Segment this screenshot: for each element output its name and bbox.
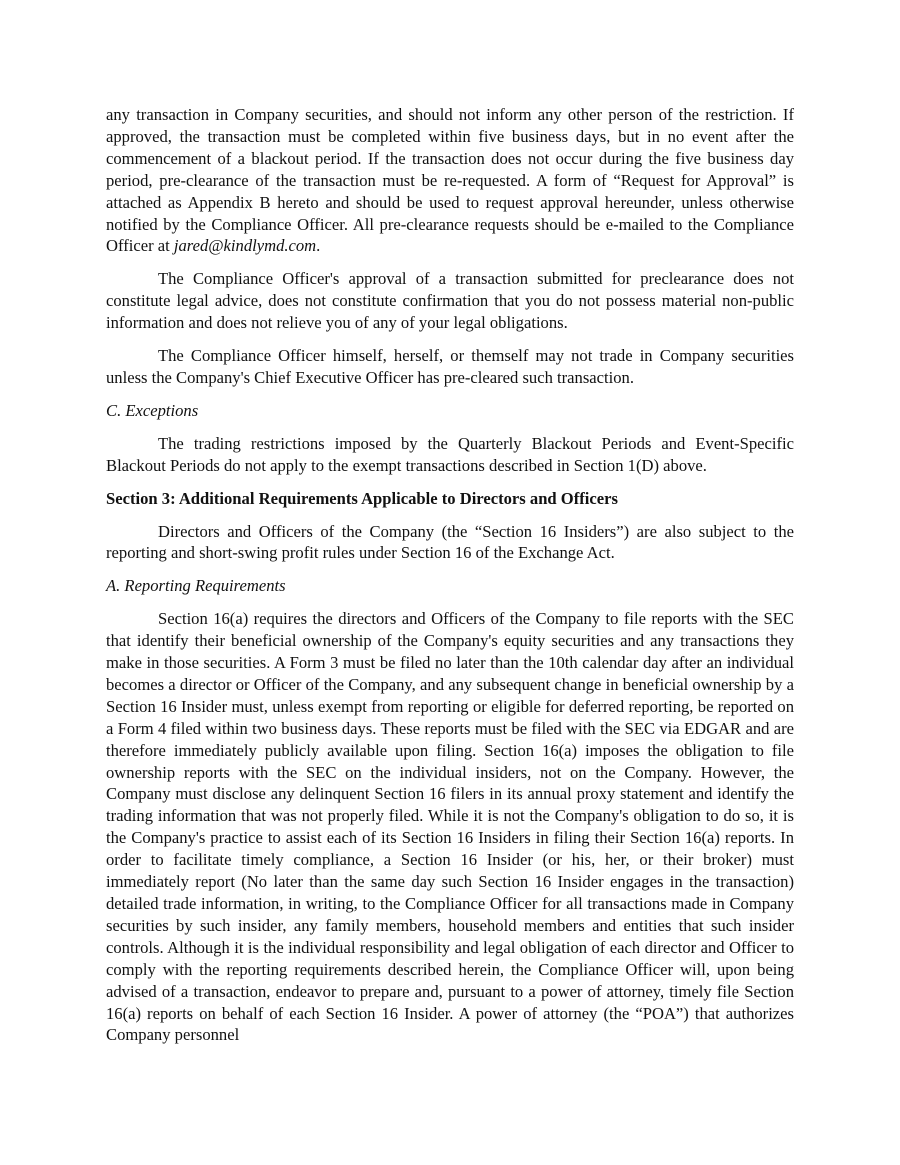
- section-3-heading: Section 3: Additional Requirements Applicable to Directors and Officers: [106, 488, 618, 508]
- paragraph-period: .: [316, 236, 321, 256]
- paragraph-approval-not-legal-advice: The Compliance Officer's approval of a transaction submitted for preclearance does not constitute legal advice, does not constitute confirmation that you do not possess material non-public information and does not relieve you of any of your legal obligations.: [106, 269, 794, 333]
- subheading-reporting-requirements: A. Reporting Requirements: [106, 576, 286, 596]
- paragraph-reporting-requirements: Section 16(a) requires the directors and Officers of the Company to file reports with the SEC that identify their beneficial ownership of the Company's equity securities and any transactions they make in those securities. A Form 3 must be filed no later than the 10th calendar day after an individual becomes a director or Officer of the Company, and any subsequent change in beneficial ownership by a Section 16 Insider must, unless exempt from reporting or eligible for deferred reporting, be reported on a Form 4 filed within two business days. These reports must be filed with the SEC via EDGAR and are therefore immediately publicly available upon filing. Section 16(a) imposes the obligation to file ownership reports with the SEC on the individual insiders, not on the Company. However, the Company must disclose any delinquent Section 16 filers in its annual proxy statement and identify the trading information that was not properly filed. While it is not the Company's obligation to do so, it is the Company's practice to assist each of its Section 16 Insiders in filing their Section 16(a) reports. In order to facilitate timely compliance, a Section 16 Insider (or his, her, or their broker) must immediately report (No later than the same day such Section 16 Insider engages in the transaction) detailed trade information, in writing, to the Compliance Officer for all transactions made in Company securities by such insider, any family members, household members and entities that such insider controls. Although it is the individual responsibility and legal obligation of each director and Officer to comply with the reporting requirements described herein, the Compliance Officer will, upon being advised of a transaction, endeavor to prepare and, pursuant to a power of attorney, timely file Section 16(a) reports on behalf of each Section 16 Insider. A power of attorney (the “POA”) that authorizes Company personnel: [106, 609, 794, 1045]
- paragraph-compliance-officer-trading: The Compliance Officer himself, herself, or themself may not trade in Company securities unless the Company's Chief Executive Officer has pre-cleared such transaction.: [106, 346, 794, 387]
- paragraph-preclearance-continued: [106, 104, 794, 257]
- document-page: [106, 104, 794, 1057]
- paragraph-text: any transaction in Company securities, and should not inform any other person of the restriction. If approved, the transaction must be completed within five business days, but in no event after the commencement of a blackout period. If the transaction does not occur during the five business day period, pre-clearance of the transaction must be re-requested. A form of “Request for Approval” is attached as Appendix B hereto and should be used to request approval hereunder, unless otherwise notified by the Compliance Officer. All pre-clearance requests should be e-mailed to the Compliance Officer at: [106, 105, 794, 256]
- subheading-exceptions: C. Exceptions: [106, 400, 199, 420]
- compliance-email: jared@kindlymd.com: [173, 236, 317, 256]
- paragraph-section-16-insiders: Directors and Officers of the Company (the “Section 16 Insiders”) are also subject to the reporting and short-swing profit rules under Section 16 of the Exchange Act.: [106, 521, 794, 563]
- paragraph-exceptions: The trading restrictions imposed by the Quarterly Blackout Periods and Event-Specific Blackout Periods do not apply to the exempt transactions described in Section 1(D) above.: [106, 433, 794, 475]
